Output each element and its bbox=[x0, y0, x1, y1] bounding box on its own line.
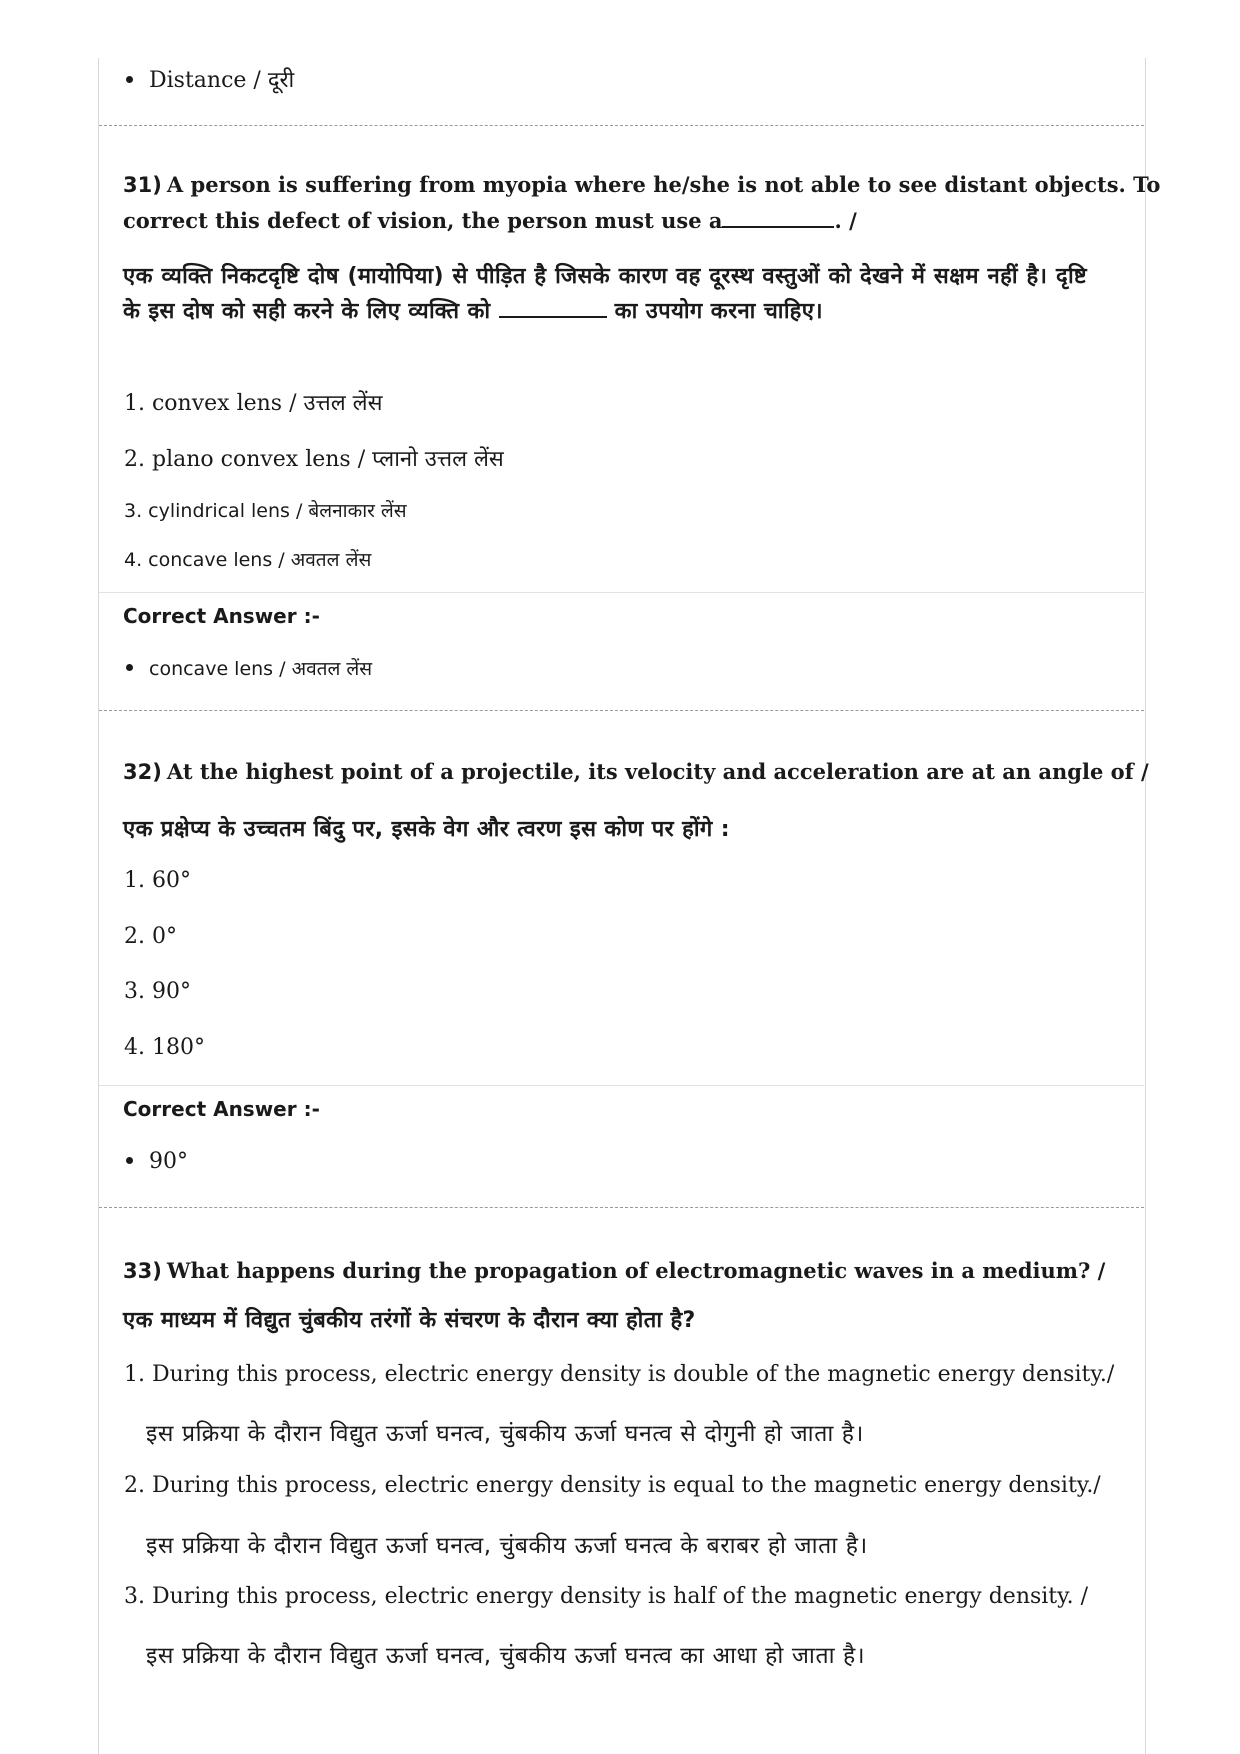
option-1: 1. convex lens / उत्तल लेंस bbox=[124, 391, 383, 416]
bullet bbox=[126, 1157, 133, 1164]
question-number: 31) bbox=[123, 173, 162, 197]
correct-answer-text: concave lens / अवतल लेंस bbox=[149, 658, 373, 680]
question-separator bbox=[99, 710, 1144, 711]
fill-in-blank bbox=[722, 226, 834, 228]
option-2: 2. plano convex lens / प्लानो उत्तल लेंस bbox=[124, 447, 504, 472]
question-text: A person is suffering from myopia where he/she is not able to see distant objects. To bbox=[166, 172, 1161, 197]
option-1-hindi: इस प्रक्रिया के दौरान विद्युत ऊर्जा घनत्व, चुंबकीय ऊर्जा घनत्व से दोगुनी हो जाता है। bbox=[146, 1421, 864, 1447]
fill-in-blank bbox=[499, 316, 607, 318]
question-separator bbox=[99, 1207, 1144, 1208]
question-31-english-line1 bbox=[123, 172, 1160, 197]
question-separator bbox=[99, 125, 1144, 126]
question-text: At the highest point of a projectile, its velocity and acceleration are at an angle of / bbox=[166, 759, 1149, 784]
option-3-english: 3. During this process, electric energy density is half of the magnetic energy density. / bbox=[124, 1584, 1089, 1609]
question-hindi-part: एक व्यक्ति निकटदृष्टि दोष (मायोपिया) से पीड़ित है जिसके कारण वह दूरस्थ वस्तुओं को देखने में सक्षम नहीं है। दृष्टि के इस दोष को सही करने के लिए व्यक्ति को bbox=[123, 264, 1087, 324]
correct-answer bbox=[126, 655, 372, 681]
option-2: 2. 0° bbox=[124, 924, 177, 949]
previous-correct-answer bbox=[126, 64, 294, 94]
option-1: 1. 60° bbox=[124, 868, 191, 893]
question-32-hindi bbox=[123, 812, 730, 847]
option-1-english: 1. During this process, electric energy density is double of the magnetic energy density./ bbox=[124, 1362, 1115, 1387]
previous-correct-answer-text: Distance / दूरी bbox=[149, 68, 295, 93]
question-33-english bbox=[123, 1258, 1105, 1283]
correct-answer-label: Correct Answer :- bbox=[123, 604, 320, 628]
option-2-english: 2. During this process, electric energy density is equal to the magnetic energy density./ bbox=[124, 1473, 1101, 1498]
question-hindi-text: एक माध्यम में विद्युत चुंबकीय तरंगों के संचरण के दौरान क्या होता है? bbox=[123, 1308, 696, 1333]
question-33-hindi bbox=[123, 1303, 696, 1338]
question-number: 32) bbox=[123, 760, 162, 784]
question-text: What happens during the propagation of electromagnetic waves in a medium? / bbox=[166, 1258, 1106, 1283]
question-hindi-part: का उपयोग करना चाहिए। bbox=[614, 299, 823, 324]
correct-answer-label: Correct Answer :- bbox=[123, 1097, 320, 1121]
question-number: 33) bbox=[123, 1259, 162, 1283]
question-32-english bbox=[123, 759, 1149, 784]
option-2-hindi: इस प्रक्रिया के दौरान विद्युत ऊर्जा घनत्व, चुंबकीय ऊर्जा घनत्व के बराबर हो जाता है। bbox=[146, 1533, 868, 1559]
answer-separator bbox=[99, 592, 1144, 593]
option-3: 3. 90° bbox=[124, 979, 191, 1004]
question-31-hindi bbox=[123, 259, 1087, 329]
question-hindi-text: एक प्रक्षेप्य के उच्चतम बिंदु पर, इसके वेग और त्वरण इस कोण पर होंगे : bbox=[123, 817, 730, 842]
question-31-english-line2 bbox=[123, 208, 857, 233]
option-3-hindi: इस प्रक्रिया के दौरान विद्युत ऊर्जा घनत्व, चुंबकीय ऊर्जा घनत्व का आधा हो जाता है। bbox=[146, 1643, 866, 1669]
question-text-part: correct this defect of vision, the person must use a bbox=[123, 208, 723, 233]
bullet bbox=[126, 76, 133, 83]
question-text-part: . / bbox=[834, 208, 857, 233]
bullet bbox=[126, 664, 133, 671]
correct-answer bbox=[126, 1149, 188, 1174]
option-4: 4. 180° bbox=[124, 1035, 205, 1060]
correct-answer-text: 90° bbox=[149, 1149, 188, 1174]
option-3: 3. cylindrical lens / बेलनाकार लेंस bbox=[124, 500, 407, 522]
answer-separator bbox=[99, 1085, 1144, 1086]
option-4: 4. concave lens / अवतल लेंस bbox=[124, 549, 372, 571]
